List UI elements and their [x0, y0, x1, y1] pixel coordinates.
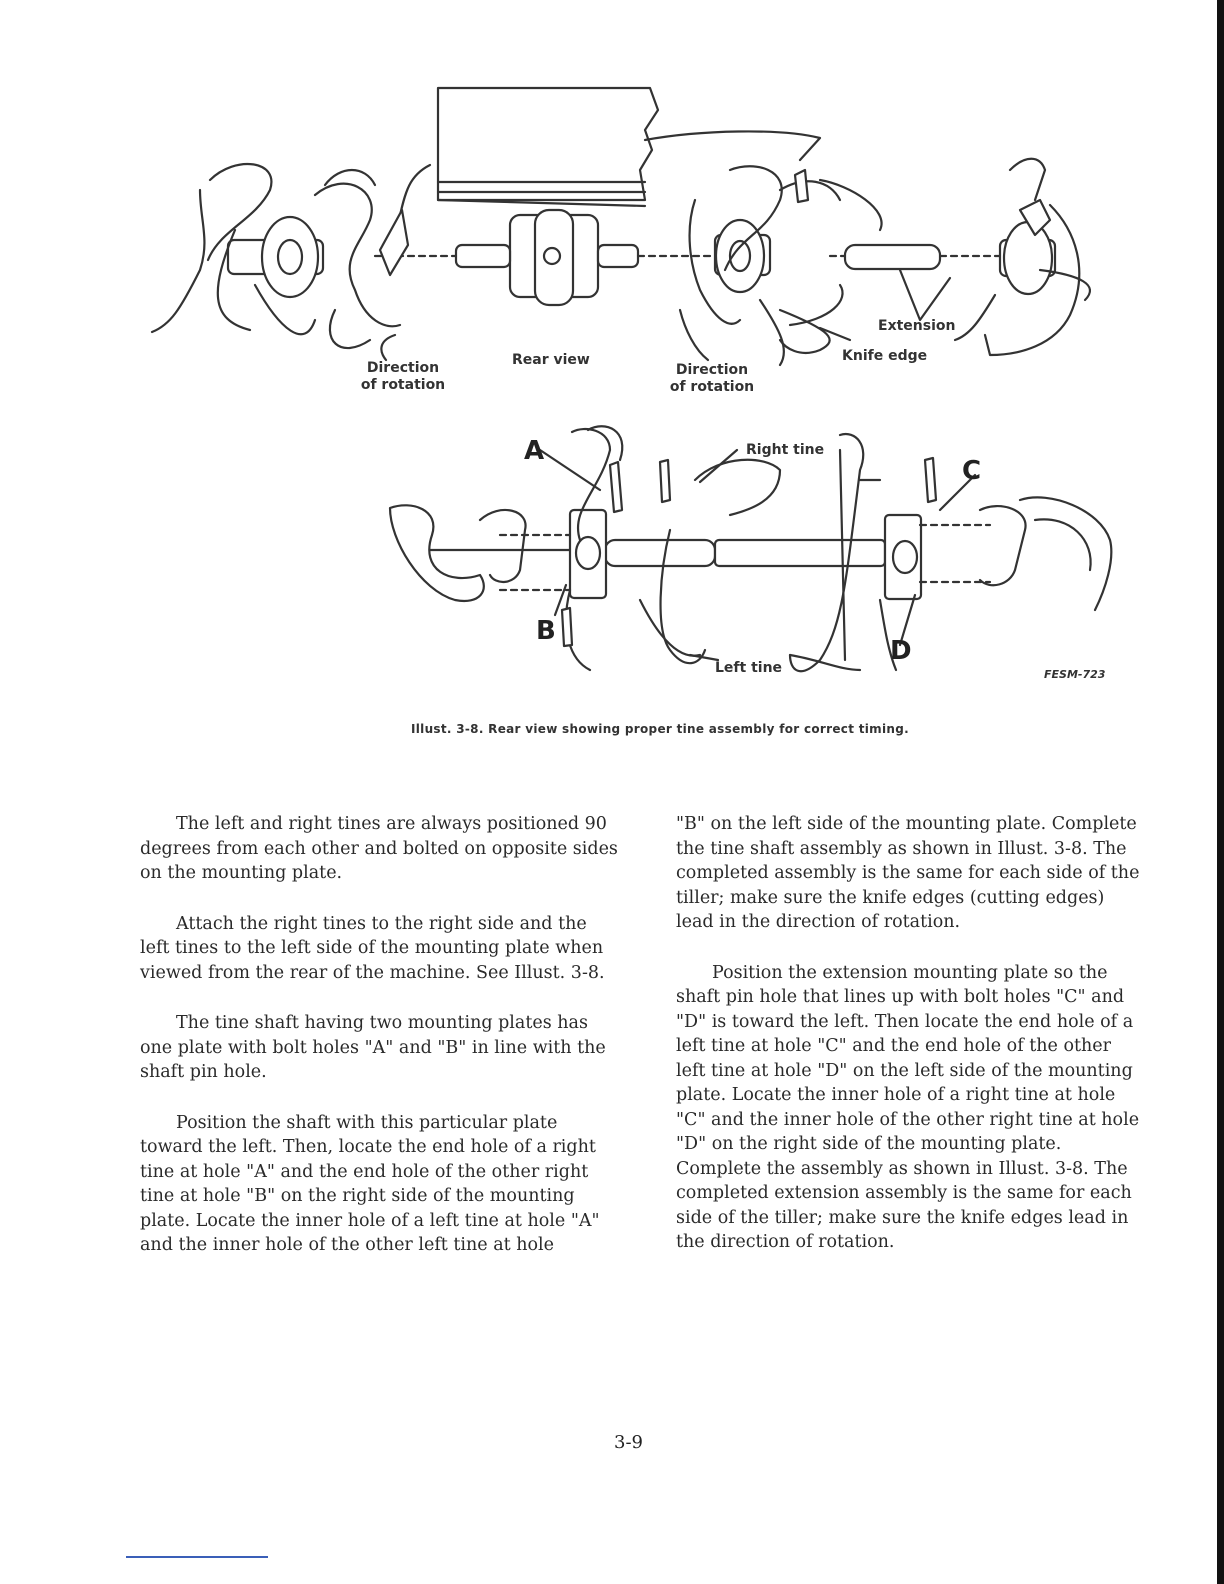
hole-letter-d: D	[890, 636, 912, 666]
paragraph: The left and right tines are always positioned 90 degrees from each other and bolted on opposite sides on the mounting plate.	[140, 814, 618, 883]
lower-plate-right	[885, 515, 921, 599]
paragraph: The tine shaft having two mounting plates has one plate with bolt holes "A" and "B" in line with the shaft pin hole.	[140, 1013, 606, 1082]
label-right-tine: Right tine	[746, 442, 825, 458]
label-knife-edge: Knife edge	[842, 348, 928, 364]
page-edge-shadow	[1217, 0, 1224, 1584]
right-column	[676, 812, 1146, 1281]
tine-drawing	[140, 70, 1130, 710]
hole-letter-a: A	[524, 436, 545, 466]
label-rear-view: Rear view	[512, 352, 590, 368]
figure-code: FESM-723	[1044, 668, 1106, 681]
left-column	[140, 812, 618, 1284]
label-left-tine: Left tine	[715, 660, 783, 676]
paragraph: Position the shaft with this particular plate toward the left. Then, locate the end hole of a right tine at hole "A" and the end hole of the other right tine at hole "B" on the right side of the mounting plate. Locate the inner hole of a left tine at hole "A" and the inner hole of the other left tine at hole	[140, 1112, 600, 1255]
paragraph: Position the extension mounting plate so the shaft pin hole that lines up with bolt holes "C" and "D" is toward the left. Then locate the end hole of a left tine at hole "C" and the end hole of the other left tine at hole "D" on the left side of the mounting plate. Locate the inner hole of a right tine at hole "C" and the inner hole of the other right tine at hole "D" on the right side of the mounting plate. Complete the assembly as shown in Illust. 3-8. The completed extension assembly is the same for each side of the tiller; make sure the knife edges lead in the direction of rotation.	[676, 962, 1140, 1252]
label-direction-right: Direction of rotation	[669, 362, 755, 395]
bottom-rule	[126, 1556, 268, 1558]
paragraph: "B" on the left side of the mounting plate. Complete the tine shaft assembly as shown in Illust. 3-8. The completed assembly is the same for each side of the tiller; make sure the knife edges (cutting edges) lead in the direction of rotation.	[676, 814, 1140, 932]
page-number: 3-9	[614, 1432, 643, 1453]
label-extension: Extension	[878, 318, 956, 334]
label-direction-left: Direction of rotation	[360, 360, 446, 393]
figure-caption: Illust. 3-8. Rear view showing proper tine assembly for correct timing.	[410, 722, 909, 736]
upper-shaft-left	[456, 245, 510, 267]
lower-shaft	[605, 540, 715, 566]
upper-shaft-right	[598, 245, 638, 267]
hole-letter-b: B	[536, 616, 556, 646]
extension-tube	[845, 245, 940, 269]
paragraph: Attach the right tines to the right side and the left tines to the left side of the mounting plate when viewed from the rear of the machine. See Illust. 3-8.	[140, 913, 605, 983]
tiller-body	[438, 88, 658, 200]
tine-assembly-illustration	[140, 70, 1130, 710]
hole-letter-c: C	[962, 456, 982, 486]
